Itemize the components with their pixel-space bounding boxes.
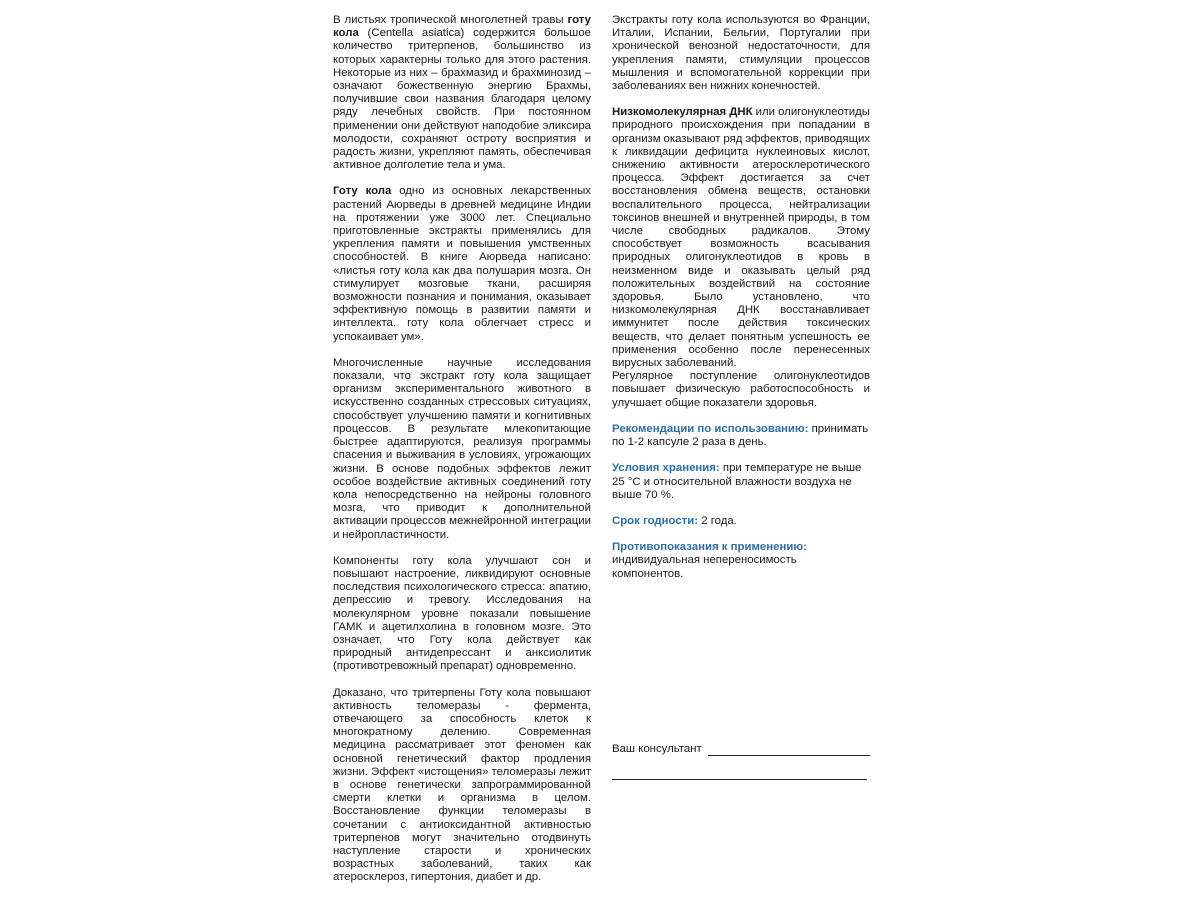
heading-contraindications: Противопоказания к применению: [612, 541, 807, 554]
heading-shelf-life: Срок годности: [612, 514, 699, 527]
bold-term: Низкомолекулярная ДНК [612, 106, 753, 119]
paragraph-europe-usage: Экстракты готу кола используются во Франции, Италии, Испании, Бельгии, Португалии при хронической венозной недостаточности, для укрепления памяти, стимуляции процессов мышления и вспомогательной коррекции при заболеваниях вен нижних конечностей. [612, 14, 870, 93]
paragraph-oligonucleotides: Регулярное поступление олигонуклеотидов повышает физическую работоспособность и улучшает общие показатели здоровья. [612, 370, 870, 409]
right-column [612, 14, 870, 594]
consultant-signature-line [708, 745, 870, 756]
bold-term: готу кола [333, 14, 591, 40]
heading-storage: Условия хранения: [612, 462, 720, 475]
section-recommendations: Рекомендации по использованию: принимать по 1-2 капсуле 2 раза в день. [612, 422, 869, 449]
consultant-contact-line [612, 779, 867, 780]
section-storage: Условия хранения: при температуре не выше 25 °С и относительной влажности воздуха не выше 70 %. [612, 462, 862, 501]
consultant-label: Ваш консультант [612, 743, 702, 755]
left-column [333, 14, 591, 898]
consultant-block [612, 743, 870, 780]
section-shelf-life: Срок годности: 2 года. [612, 514, 737, 527]
bold-term: Готу кола [333, 185, 392, 198]
paragraph-dna: Низкомолекулярная ДНК или олигонуклеотиды природного происхождения при попадании в организм оказывают ряд эффектов, приводящих к ликвидации дефицита нуклеиновых кислот, снижению активности атеросклеротического процесса. Эффект достигается за счет восстановления обмена веществ, остановки воспалительного процесса, нейтрализации токсинов внешней и внутренней природы, в том числе свободных радикалов. Этому способствует возможность всасывания природных олигонуклеотидов в кровь в неизменном виде и оказывать целый ряд положительных воздействий на состояние здоровья. Было установлено, что низкомолекулярная ДНК восстанавливает иммунитет после действия токсических веществ, что делает понятным успешность ее применения особенно после перенесенных вирусных заболеваний. [612, 106, 870, 370]
paragraph-research: Многочисленные научные исследования показали, что экстракт готу кола защищает организм экспериментального животного в искусственно созданных стрессовых ситуациях, способствует улучшению памяти и когнитивных процессов. В результате млекопитающие быстрее адаптируются, реализуя программы спасения и выживания в условиях, угрожающих жизни. В основе подобных эффектов лежит особое воздействие активных соединений готу кола непосредственно на нейроны головного мозга, что приводит к дополнительной активации процессов межнейронной интеграции и нейропластичности. [333, 356, 591, 541]
section-contraindications: Противопоказания к применению: индивидуальная непереносимость компонентов. [612, 541, 870, 581]
paragraph-ayurveda: Готу кола одно из основных лекарственных растений Аюрведы в древней медицине Индии на протяжении уже 3000 лет. Специально приготовленные экстракты применялись для укрепления памяти и повышения умственных способностей. В книге Аюрведа написано: «листья готу кола как два полушария мозга. Он стимулирует мозговые ткани, расширяя возможности познания и понимания, оказывает эффективную помощь в развитии памяти и интеллекта. готу кола облегчает стресс и успокаивает ум». [333, 185, 591, 343]
paragraph-sleep-mood: Компоненты готу кола улучшают сон и повышают настроение, ликвидируют основные последствия психологического стресса: апатию, депрессию и тревогу. Исследования на молекулярном уровне показали повышение ГАМК и ацетилхолина в головном мозге. Это означает, что Готу кола действует как природный антидепрессант и анксиолитик (противотревожный препарат) одновременно. [333, 554, 591, 673]
paragraph-gotu-kola-triterpenes: В листьях тропической многолетней травы готу кола (Centella asiatica) содержится большое количество тритерпенов, большинство из которых характерны только для этого растения. Некоторые из них – брахмазид и брахминозид – означают божественную энергию Брахмы, получившие свои названия благодаря целому ряду лечебных свойств. При постоянном применении они действуют наподобие эликсира молодости, сохраняют остроту восприятия и радость жизни, укрепляют память, обеспечивая активное долголетие тела и ума. [333, 14, 591, 172]
heading-recommendations: Рекомендации по использованию: [612, 422, 809, 435]
paragraph-telomerase: Доказано, что тритерпены Готу кола повышают активность теломеразы - фермента, отвечающего за способность клеток к многократному делению. Современная медицина рассматривает этот феномен как основной генетический фактор продления жизни. Эффект «истощения» теломеразы лежит в основе генетически запрограммированной смерти клетки и организма в целом. Восстановление функции теломеразы в сочетании с антиоксидантной активностью тритерпенов могут значительно отодвинуть наступление старости и хронических возрастных заболеваний, таких как атеросклероз, гипертония, диабет и др. [333, 686, 591, 884]
